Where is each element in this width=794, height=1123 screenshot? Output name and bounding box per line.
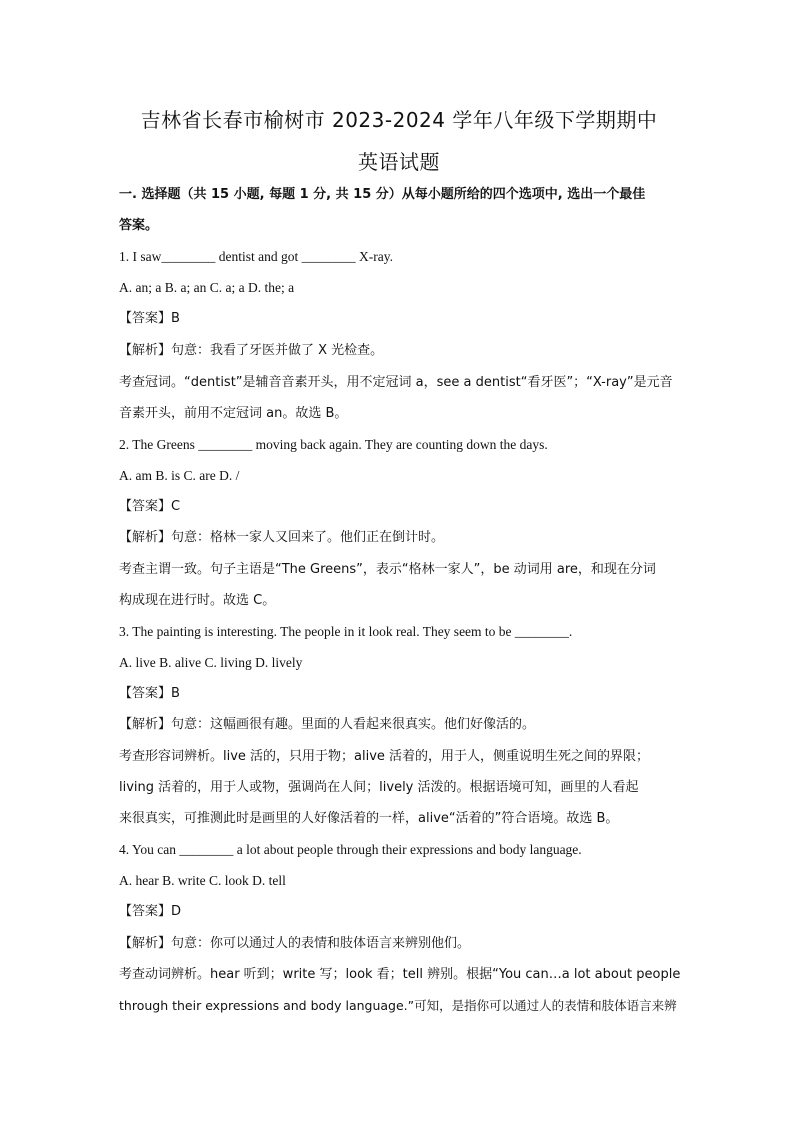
question-3-explanation: 考查形容词辨析。live 活的，只用于物；alive 活着的，用于人，侧重说明生死之间的界限； <box>119 749 650 764</box>
question-3-analysis: 【解析】句意：这幅画很有趣。里面的人看起来很真实。他们好像活的。 <box>119 717 536 732</box>
question-1-explanation: 考查冠词。“dentist”是辅音音素开头，用不定冠词 a，see a dentist“看牙医”；“X-ray”是元音 <box>119 375 673 390</box>
question-1-answer: 【答案】B <box>119 311 180 326</box>
question-3-explanation-cont: living 活着的，用于人或物，强调尚在人间；lively 活泼的。根据语境可知，画里的人看起 <box>119 780 639 795</box>
question-4-analysis: 【解析】句意：你可以通过人的表情和肢体语言来辨别他们。 <box>119 936 471 951</box>
question-2-analysis: 【解析】句意：格林一家人又回来了。他们正在倒计时。 <box>119 530 445 545</box>
question-3-explanation-end: 来很真实，可推测此时是画里的人好像活着的一样，alive“活着的”符合语境。故选 B。 <box>119 811 619 826</box>
question-2-explanation-cont: 构成现在进行时。故选 C。 <box>119 593 276 608</box>
question-3-options: A. live B. alive C. living D. lively <box>119 655 303 670</box>
question-1-explanation-cont: 音素开头，前用不定冠词 an。故选 B。 <box>119 406 348 421</box>
question-2-answer: 【答案】C <box>119 499 181 514</box>
section-heading: 一. 选择题（共 15 小题, 每题 1 分, 共 15 分）从每小题所给的四个选项中, 选出一个最佳 <box>119 187 646 202</box>
question-2: 2. The Greens ________ moving back again. They are counting down the days. <box>119 437 548 452</box>
question-1-analysis: 【解析】句意：我看了牙医并做了 X 光检查。 <box>119 343 384 358</box>
question-1-options: A. an; a B. a; an C. a; a D. the; a <box>119 280 295 295</box>
question-1: 1. I saw________ dentist and got ________ X-ray. <box>119 249 393 264</box>
question-4-options: A. hear B. write C. look D. tell <box>119 873 286 888</box>
question-4-explanation-cont: through their expressions and body language.”可知，是指你可以通过人的表情和肢体语言来辨 <box>119 998 677 1013</box>
document-title: 吉林省长春市榆树市 2023-2024 学年八年级下学期期中 <box>140 108 658 132</box>
question-3: 3. The painting is interesting. The people in it look real. They seem to be ________. <box>119 624 573 639</box>
question-2-explanation: 考查主谓一致。句子主语是“The Greens”，表示“格林一家人”，be 动词用 are，和现在分词 <box>119 562 656 577</box>
question-4: 4. You can ________ a lot about people through their expressions and body language. <box>119 842 582 857</box>
question-4-answer: 【答案】D <box>119 904 182 919</box>
question-3-answer: 【答案】B <box>119 686 180 701</box>
question-4-explanation: 考查动词辨析。hear 听到；write 写；look 看；tell 辨别。根据“You can…a lot about people <box>119 967 681 982</box>
section-heading-cont: 答案。 <box>119 218 159 233</box>
question-2-options: A. am B. is C. are D. / <box>119 468 240 483</box>
document-subtitle: 英语试题 <box>358 150 440 174</box>
